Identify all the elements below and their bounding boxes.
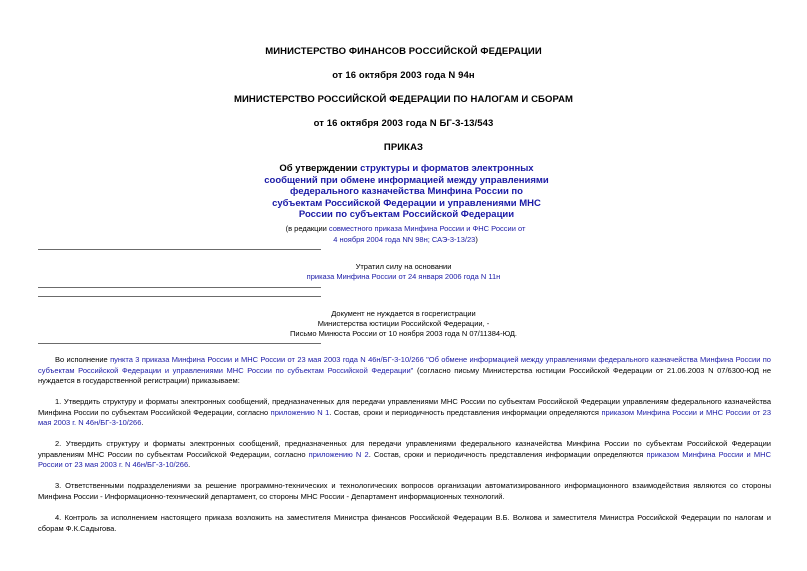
divider [38, 287, 321, 288]
header-ministry-taxes: МИНИСТЕРСТВО РОССИЙСКОЙ ФЕДЕРАЦИИ ПО НАЛОГАМ И СБОРАМ [233, 94, 574, 105]
preamble-text: Во исполнение [55, 355, 111, 364]
divider [38, 343, 321, 344]
edition-link[interactable]: совместного приказа Минфина России и ФНС России от 4 ноября 2004 года NN 98н; САЭ-3-13/23 [328, 224, 526, 244]
order-link[interactable]: приказом Минфина России и МНС России от 23 мая 2003 г. N 46н/БГ-3-10/266 [38, 449, 771, 469]
edition-note [283, 224, 528, 245]
preamble-text: (согласно письму Министерства юстиции Российской Федерации от 21.06.2003 N 07/6300-ЮД не нуждается в государственной регистрации) приказываем: [38, 365, 771, 385]
title-prefix: Об утверждении [279, 163, 361, 174]
item-2-paragraph [38, 439, 771, 471]
expired-line: Утратил силу на основании [355, 262, 452, 271]
registration-line-1: Документ не нуждается в госрегистрации [331, 309, 476, 318]
expired-link[interactable]: приказа Минфина России от 24 января 2006 года N 11н [306, 272, 501, 281]
appendix-2-link[interactable]: приложению N 2 [308, 449, 369, 459]
header-ministry-finance: МИНИСТЕРСТВО ФИНАНСОВ РОССИЙСКОЙ ФЕДЕРАЦИИ [265, 46, 542, 57]
doc-type: ПРИКАЗ [383, 142, 424, 153]
item-1-paragraph [38, 397, 771, 429]
edition-open: (в редакции [285, 224, 329, 233]
registration-line-2: Министерства юстиции Российской Федерации, - [317, 319, 490, 328]
item-3-paragraph: 3. Ответственными подразделениями за решение программно-технических и технологических вопросов организации автоматизированного информационного взаимодействия являются со стороны Минфина России - Информационно-технический департамент, со стороны МНС России - Департамент информационных технологий. [38, 481, 771, 501]
item-text: . [188, 460, 191, 469]
item-4-paragraph: 4. Контроль за исполнением настоящего приказа возложить на заместителя Министра финансов Российской Федерации В.Б. Волкова и заместителя Министра Российской Федерации по налогам и сборам Ф.К.Садыгова. [38, 513, 771, 533]
registration-line-3: Письмо Минюста России от 10 ноября 2003 года N 07/11384-ЮД. [290, 329, 517, 338]
preamble-paragraph [38, 355, 771, 387]
item-text: . Состав, сроки и периодичность представления информации определяются [368, 449, 647, 459]
title-link[interactable]: структуры и форматов электронных сообщений при обмене информацией между управлениями федерального казначейства Минфина России по субъектам Российской Федерации и управлениями МНС России по субъектам Российской Федерации [264, 163, 549, 220]
document-title [264, 163, 549, 221]
divider [38, 249, 321, 250]
edition-close: ) [475, 234, 478, 244]
item-text: . Состав, сроки и периодичность представления информации определяются [329, 407, 602, 417]
order-link[interactable]: приказом Минфина России и МНС России от 23 мая 2003 г. N 46н/БГ-3-10/266 [38, 407, 772, 427]
item-text: 1. Утвердить структуру и форматы электронных сообщений, предназначенных для передачи управлениями МНС России по субъектам Российской Федерации управлениям федерального казначейства Минфина России по субъектам Российской Федерации, согласно [38, 397, 771, 417]
divider [38, 296, 321, 297]
header-date-1: от 16 октября 2003 года N 94н [332, 70, 475, 81]
item-text: 2. Утвердить структуру и форматы электронных сообщений, предназначенных для передачи управлениями федерального казначейства Минфина России по субъектам Российской Федерации управлениям МНС России по субъектам Российской Федерации, согласно [38, 439, 771, 459]
header-date-2: от 16 октября 2003 года N БГ-3-13/543 [313, 118, 494, 129]
item-text: . [141, 418, 144, 427]
appendix-1-link[interactable]: приложению N 1 [270, 407, 330, 417]
expired-link-line [0, 272, 807, 283]
preamble-link[interactable]: пункта 3 приказа Минфина России и МНС России от 23 мая 2003 года N 46н/БГ-3-10/266 "Об обмене информацией между управлениями федерального казначейства Минфина России по субъектам Российской Федерации и управлениями МНС России по субъектам Российской Федерации" [38, 355, 771, 375]
